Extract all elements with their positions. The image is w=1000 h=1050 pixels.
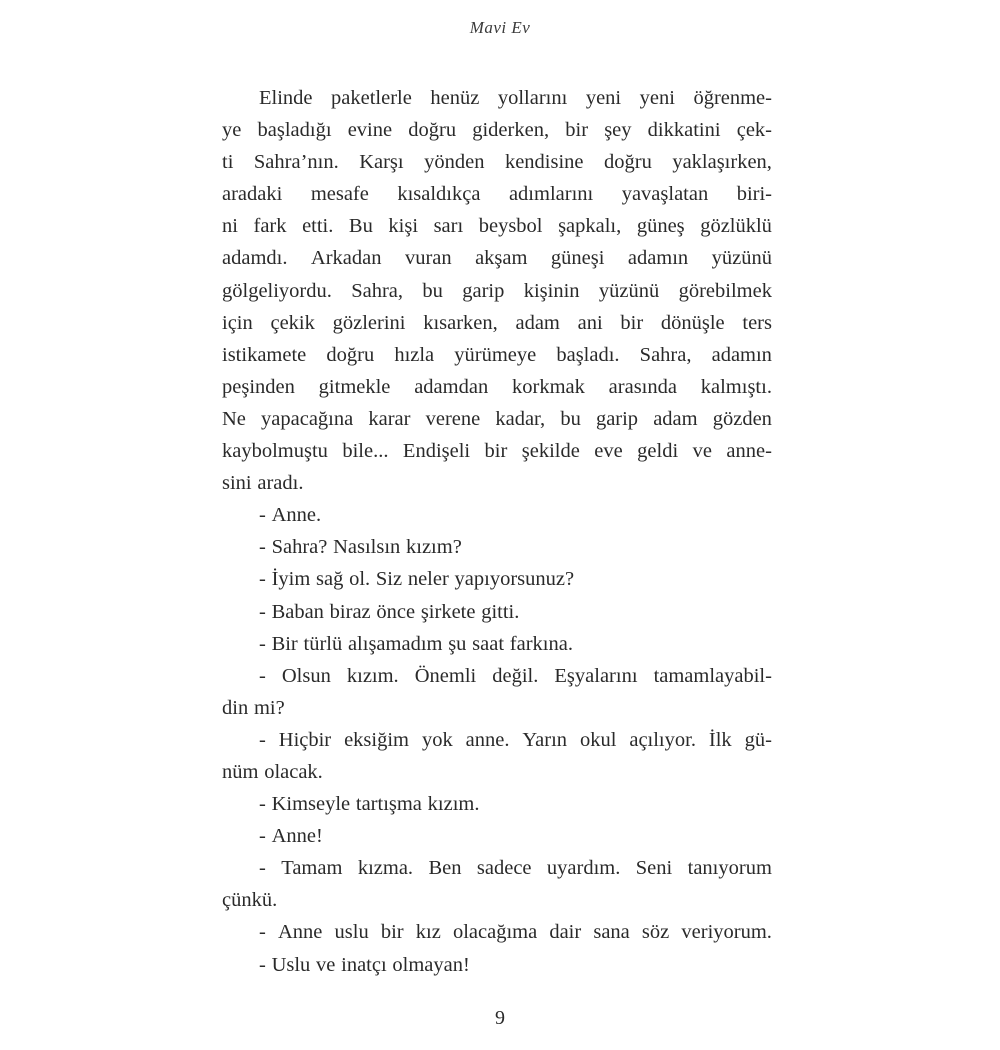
word: Tamam <box>281 857 343 880</box>
word: şey <box>604 119 632 142</box>
word: bu <box>560 407 581 430</box>
word: adamın <box>627 247 689 270</box>
word: henüz <box>430 87 480 109</box>
word: kişinin <box>523 279 580 302</box>
word: kızma. <box>357 857 414 880</box>
word: dikkatini <box>647 119 721 142</box>
word: akşam <box>475 247 528 270</box>
word: gitti. <box>481 600 520 623</box>
word: adamın <box>711 343 772 366</box>
word: yavaşlatan <box>621 183 709 206</box>
word: - <box>259 504 266 527</box>
word: yeni <box>585 87 622 109</box>
word: yeni <box>639 87 675 109</box>
word: eve <box>594 440 623 463</box>
word: Sahra’nın. <box>253 151 339 174</box>
word: türlü <box>303 632 343 655</box>
word: evine <box>347 119 393 142</box>
word: korkmak <box>512 375 585 398</box>
text-line <box>222 949 772 981</box>
word: farkına. <box>509 632 573 655</box>
word: kızım. <box>346 664 399 687</box>
word: Yarın <box>522 728 568 751</box>
word: fark <box>253 215 287 238</box>
text-line <box>222 852 772 884</box>
word: aradı. <box>257 472 304 495</box>
word: dönüşle <box>660 311 725 334</box>
word: yaklaşırken, <box>672 151 772 174</box>
page-number: 9 <box>495 1007 505 1029</box>
word: peşinden <box>222 375 295 398</box>
word: Hiçbir <box>278 728 332 751</box>
word: gü- <box>744 728 772 751</box>
text-line <box>222 371 772 403</box>
word: adamdı. <box>222 247 288 270</box>
word: Sahra? <box>271 536 328 559</box>
word: gözden <box>712 407 772 430</box>
word: mesafe <box>310 183 369 206</box>
word: güneşi <box>550 247 605 270</box>
word: Kimseyle <box>271 793 351 816</box>
text-line <box>222 403 772 435</box>
word: yüzünü <box>598 279 660 302</box>
word: - <box>259 793 266 816</box>
text-line <box>222 275 772 307</box>
word: ol. <box>349 568 371 591</box>
text-line <box>222 916 772 948</box>
word: Ne <box>222 407 246 430</box>
text-line <box>222 692 772 724</box>
word: - <box>259 728 266 751</box>
word: - <box>259 568 266 591</box>
running-title: Mavi Ev <box>469 18 531 37</box>
word: şirkete <box>420 600 476 623</box>
word: tamamlayabil- <box>653 664 772 687</box>
word: Anne. <box>271 504 322 527</box>
text-line <box>222 820 772 852</box>
word: anne- <box>726 440 772 463</box>
text-line <box>222 467 772 499</box>
word: Seni <box>635 857 673 880</box>
word: çünkü. <box>222 889 278 912</box>
word: bir <box>565 119 589 142</box>
word: doğru <box>604 151 652 174</box>
word: tanıyorum <box>687 857 772 880</box>
word: eksiğim <box>344 728 409 751</box>
word: bu <box>422 279 443 302</box>
word: söz <box>641 921 670 944</box>
word: Anne <box>277 921 323 944</box>
word: tartışma <box>355 793 422 816</box>
word: gitmekle <box>318 375 391 398</box>
word: arasında <box>608 375 677 398</box>
word: Elinde <box>259 87 313 109</box>
word: İyim <box>271 568 311 591</box>
text-line <box>222 114 772 146</box>
word: sini <box>222 472 252 495</box>
word: adımlarını <box>508 183 594 206</box>
word: hızla <box>394 343 435 366</box>
word: kısaldıkça <box>397 183 481 206</box>
word: Baban <box>271 600 324 623</box>
text-line <box>222 178 772 210</box>
word: bile... <box>342 440 389 463</box>
word: - <box>259 857 266 880</box>
word: Nasılsın <box>333 536 401 559</box>
word: kızım? <box>406 536 462 559</box>
word: Karşı <box>359 151 404 174</box>
text-line <box>222 724 772 756</box>
word: Siz <box>375 568 403 591</box>
word: giderken, <box>472 119 550 142</box>
word: kalmıştı. <box>700 375 772 398</box>
word: görebilmek <box>678 279 772 302</box>
word: açılıyor. <box>629 728 696 751</box>
word: kız <box>415 921 441 944</box>
word: çekik <box>270 311 315 334</box>
word: öğrenme- <box>693 87 772 109</box>
word: gözlerini <box>332 311 406 334</box>
word: çek- <box>736 119 772 142</box>
word: verene <box>425 407 481 430</box>
word: etti. <box>302 215 334 238</box>
word: doğru <box>326 343 375 366</box>
word: için <box>222 311 253 334</box>
word: - <box>259 632 266 655</box>
word: Arkadan <box>310 247 382 270</box>
word: aradaki <box>222 183 283 206</box>
word: nüm <box>222 760 259 783</box>
word: güneş <box>636 215 685 238</box>
word: Bu <box>348 215 373 238</box>
text-line <box>222 531 772 563</box>
page-body-text <box>222 82 772 981</box>
word: inatçı <box>341 953 387 976</box>
text-line <box>222 82 772 114</box>
word: olmayan! <box>392 953 470 976</box>
word: ti <box>222 151 234 174</box>
word: Sahra, <box>351 279 404 302</box>
word: şekilde <box>521 440 580 463</box>
word: kısarken, <box>423 311 498 334</box>
word: geldi <box>637 440 679 463</box>
word: şapkalı, <box>558 215 622 238</box>
word: garip <box>462 279 505 302</box>
word: kaybolmuştu <box>222 440 328 463</box>
word: okul <box>579 728 617 751</box>
text-line <box>222 660 772 692</box>
word: bir <box>620 311 644 334</box>
word: Bir <box>271 632 298 655</box>
word: saat <box>472 632 505 655</box>
word: Endişeli <box>402 440 471 463</box>
word: anne. <box>465 728 510 751</box>
word: uyardım. <box>546 857 621 880</box>
word: Eşyalarını <box>554 664 638 687</box>
word: - <box>259 600 266 623</box>
text-line <box>222 628 772 660</box>
word: adam <box>653 407 698 430</box>
text-line <box>222 756 772 788</box>
text-line <box>222 210 772 242</box>
word: bir <box>484 440 508 463</box>
text-line <box>222 242 772 274</box>
word: alışamadım <box>347 632 443 655</box>
word: adamdan <box>414 375 489 398</box>
word: adam <box>515 311 560 334</box>
word: ve <box>692 440 712 463</box>
word: dair <box>549 921 582 944</box>
word: istikamete <box>222 343 307 366</box>
word: bir <box>380 921 404 944</box>
word: yüzünü <box>711 247 772 270</box>
word: - <box>259 664 266 687</box>
word: Önemli <box>414 664 477 687</box>
text-line <box>222 499 772 531</box>
word: biri- <box>736 183 772 206</box>
word: gözlüklü <box>700 215 772 238</box>
word: sadece <box>476 857 532 880</box>
text-line <box>222 563 772 595</box>
word: başladığı <box>257 119 332 142</box>
word: ye <box>222 119 242 142</box>
word: vuran <box>404 247 452 270</box>
word: sarı <box>433 215 464 238</box>
text-line <box>222 435 772 467</box>
text-line <box>222 596 772 628</box>
word: veriyorum. <box>681 921 772 944</box>
word: yollarını <box>497 87 568 109</box>
word: - <box>259 536 266 559</box>
word: kadar, <box>495 407 546 430</box>
text-line <box>222 339 772 371</box>
word: şu <box>448 632 467 655</box>
word: Anne! <box>271 825 323 848</box>
word: ani <box>577 311 603 334</box>
word: olacak. <box>264 760 323 783</box>
word: olacağıma <box>452 921 538 944</box>
word: sağ <box>316 568 344 591</box>
word: - <box>259 921 266 944</box>
word: değil. <box>492 664 539 687</box>
word: garip <box>595 407 639 430</box>
word: paketlerle <box>331 87 412 109</box>
word: biraz <box>329 600 371 623</box>
word: yapıyorsunuz? <box>454 568 575 591</box>
word: karar <box>368 407 411 430</box>
word: Olsun <box>281 664 331 687</box>
text-line <box>222 884 772 916</box>
word: Ben <box>428 857 462 880</box>
text-line <box>222 788 772 820</box>
word: başladı. <box>556 343 620 366</box>
text-line <box>222 307 772 339</box>
word: yok <box>421 728 453 751</box>
word: din <box>222 696 249 719</box>
word: beysbol <box>478 215 543 238</box>
word: - <box>259 825 266 848</box>
word: kızım. <box>427 793 480 816</box>
word: önce <box>376 600 416 623</box>
word: Sahra, <box>639 343 692 366</box>
word: İlk <box>708 728 732 751</box>
word: yapacağına <box>261 407 354 430</box>
word: kişi <box>388 215 419 238</box>
word: doğru <box>408 119 457 142</box>
word: ters <box>742 311 772 334</box>
word: sana <box>593 921 630 944</box>
word: ni <box>222 215 238 238</box>
word: neler <box>407 568 449 591</box>
word: Uslu <box>271 953 311 976</box>
word: mi? <box>253 696 285 719</box>
word: uslu <box>334 921 369 944</box>
word: ve <box>316 953 336 976</box>
word: kendisine <box>504 151 584 174</box>
word: yürümeye <box>454 343 537 366</box>
word: yönden <box>424 151 485 174</box>
word: gölgeliyordu. <box>222 279 332 302</box>
word: - <box>259 953 266 976</box>
text-line <box>222 146 772 178</box>
